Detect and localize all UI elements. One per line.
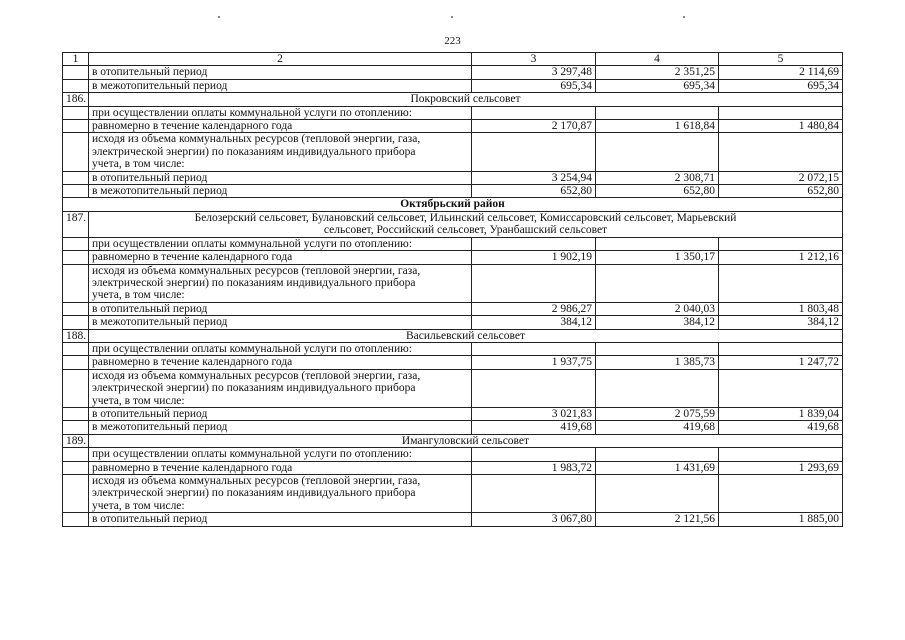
value-col-5: 2 072,15	[719, 171, 843, 184]
value-col-3: 3 254,94	[472, 171, 596, 184]
empty-cell	[719, 264, 843, 302]
empty-cell	[719, 448, 843, 461]
row-label: равномерно в течение календарного года	[89, 356, 472, 369]
value-col-3: 695,34	[472, 79, 596, 92]
empty-cell	[596, 133, 719, 171]
value-col-5: 1 247,72	[719, 356, 843, 369]
empty-cell	[596, 369, 719, 407]
row-index	[63, 264, 89, 302]
table-row	[63, 461, 843, 474]
empty-cell	[596, 106, 719, 119]
value-col-4: 2 121,56	[596, 513, 719, 526]
value-col-5: 2 114,69	[719, 66, 843, 79]
scan-dot	[683, 16, 685, 18]
value-col-5: 652,80	[719, 185, 843, 198]
value-col-5: 1 885,00	[719, 513, 843, 526]
row-index	[63, 237, 89, 250]
row-index	[63, 185, 89, 198]
row-index	[63, 448, 89, 461]
table-row	[63, 302, 843, 315]
row-index	[63, 407, 89, 420]
value-col-5: 1 480,84	[719, 120, 843, 133]
empty-cell	[472, 342, 596, 355]
header-col-1: 1	[63, 53, 89, 66]
row-label: равномерно в течение календарного года	[89, 120, 472, 133]
table-row	[63, 369, 843, 407]
empty-cell	[472, 475, 596, 513]
district-heading: Октябрьский район	[63, 198, 843, 211]
empty-cell	[472, 237, 596, 250]
empty-cell	[472, 448, 596, 461]
row-label: при осуществлении оплаты коммунальной услуги по отоплению:	[89, 106, 472, 119]
row-index	[63, 421, 89, 434]
empty-cell	[596, 237, 719, 250]
value-col-5: 384,12	[719, 316, 843, 329]
row-index	[63, 120, 89, 133]
table-row	[63, 106, 843, 119]
table-row	[63, 237, 843, 250]
settlement-name: Имангуловский сельсовет	[89, 434, 843, 447]
table-row	[63, 211, 843, 237]
settlement-name: Васильевский сельсовет	[89, 329, 843, 342]
tariff-table	[62, 52, 843, 527]
empty-cell	[596, 475, 719, 513]
value-col-3: 1 937,75	[472, 356, 596, 369]
settlement-name: Покровский сельсовет	[89, 93, 843, 106]
value-col-4: 652,80	[596, 185, 719, 198]
row-index: 187.	[63, 211, 89, 237]
value-col-5: 1 803,48	[719, 302, 843, 315]
empty-cell	[472, 369, 596, 407]
table-row	[63, 316, 843, 329]
value-col-4: 419,68	[596, 421, 719, 434]
empty-cell	[719, 475, 843, 513]
value-col-4: 2 351,25	[596, 66, 719, 79]
row-index	[63, 133, 89, 171]
empty-cell	[472, 106, 596, 119]
header-col-2: 2	[89, 53, 472, 66]
row-label: в межотопительный период	[89, 421, 472, 434]
value-col-3: 384,12	[472, 316, 596, 329]
value-col-3: 419,68	[472, 421, 596, 434]
table-row	[63, 264, 843, 302]
page-number: 223	[444, 35, 461, 47]
row-index	[63, 79, 89, 92]
row-index	[63, 369, 89, 407]
empty-cell	[472, 133, 596, 171]
settlement-name: Белозерский сельсовет, Булановский сельсовет, Ильинский сельсовет, Комиссаровский сельсовет, Марьевский сельсовет, Российский сельсовет, Уранбашский сельсовет	[89, 211, 843, 237]
row-index	[63, 251, 89, 264]
header-col-3: 3	[472, 53, 596, 66]
row-label: в отопительный период	[89, 171, 472, 184]
row-index: 186.	[63, 93, 89, 106]
row-label: при осуществлении оплаты коммунальной услуги по отоплению:	[89, 342, 472, 355]
value-col-4: 1 618,84	[596, 120, 719, 133]
row-label: в межотопительный период	[89, 185, 472, 198]
value-col-3: 2 986,27	[472, 302, 596, 315]
row-label: исходя из объема коммунальных ресурсов (тепловой энергии, газа, электрической энергии) по показаниям индивидуального прибора учета, в том числе:	[89, 369, 472, 407]
table-row	[63, 120, 843, 133]
row-index: 188.	[63, 329, 89, 342]
value-col-4: 2 308,71	[596, 171, 719, 184]
value-col-4: 384,12	[596, 316, 719, 329]
empty-cell	[719, 342, 843, 355]
empty-cell	[596, 342, 719, 355]
empty-cell	[719, 133, 843, 171]
table-row	[63, 133, 843, 171]
table-row	[63, 251, 843, 264]
value-col-5: 1 212,16	[719, 251, 843, 264]
scan-dot	[218, 16, 220, 18]
row-index	[63, 475, 89, 513]
row-index	[63, 513, 89, 526]
row-label: исходя из объема коммунальных ресурсов (тепловой энергии, газа, электрической энергии) по показаниям индивидуального прибора учета, в том числе:	[89, 475, 472, 513]
value-col-3: 3 021,83	[472, 407, 596, 420]
row-index	[63, 106, 89, 119]
table-row	[63, 407, 843, 420]
value-col-5: 1 293,69	[719, 461, 843, 474]
row-label: равномерно в течение календарного года	[89, 251, 472, 264]
value-col-3: 3 297,48	[472, 66, 596, 79]
value-col-4: 695,34	[596, 79, 719, 92]
row-index	[63, 316, 89, 329]
row-label: при осуществлении оплаты коммунальной услуги по отоплению:	[89, 237, 472, 250]
empty-cell	[719, 106, 843, 119]
empty-cell	[596, 264, 719, 302]
header-col-5: 5	[719, 53, 843, 66]
table-row	[63, 434, 843, 447]
value-col-5: 695,34	[719, 79, 843, 92]
header-col-4: 4	[596, 53, 719, 66]
value-col-5: 419,68	[719, 421, 843, 434]
row-index: 189.	[63, 434, 89, 447]
row-label: исходя из объема коммунальных ресурсов (тепловой энергии, газа, электрической энергии) по показаниям индивидуального прибора учета, в том числе:	[89, 264, 472, 302]
table-row	[63, 171, 843, 184]
row-label: исходя из объема коммунальных ресурсов (тепловой энергии, газа, электрической энергии) по показаниям индивидуального прибора учета, в том числе:	[89, 133, 472, 171]
row-index	[63, 171, 89, 184]
table-body	[63, 66, 843, 526]
empty-cell	[596, 448, 719, 461]
empty-cell	[719, 237, 843, 250]
value-col-4: 1 350,17	[596, 251, 719, 264]
table-row	[63, 329, 843, 342]
row-index	[63, 302, 89, 315]
value-col-3: 2 170,87	[472, 120, 596, 133]
row-label: в отопительный период	[89, 302, 472, 315]
empty-cell	[719, 369, 843, 407]
row-label: в межотопительный период	[89, 79, 472, 92]
table-row	[63, 475, 843, 513]
table-row	[63, 79, 843, 92]
value-col-5: 1 839,04	[719, 407, 843, 420]
scan-dot	[451, 16, 453, 18]
table-row	[63, 198, 843, 211]
table-row	[63, 421, 843, 434]
header-row	[63, 53, 843, 66]
value-col-4: 1 385,73	[596, 356, 719, 369]
value-col-4: 2 040,03	[596, 302, 719, 315]
row-index	[63, 342, 89, 355]
value-col-4: 2 075,59	[596, 407, 719, 420]
row-label: в отопительный период	[89, 66, 472, 79]
row-index	[63, 461, 89, 474]
row-label: в отопительный период	[89, 513, 472, 526]
value-col-3: 1 983,72	[472, 461, 596, 474]
table-row	[63, 93, 843, 106]
row-label: при осуществлении оплаты коммунальной услуги по отоплению:	[89, 448, 472, 461]
table-row	[63, 356, 843, 369]
row-label: равномерно в течение календарного года	[89, 461, 472, 474]
row-index	[63, 356, 89, 369]
value-col-3: 652,80	[472, 185, 596, 198]
row-label: в отопительный период	[89, 407, 472, 420]
row-label: в межотопительный период	[89, 316, 472, 329]
table-row	[63, 185, 843, 198]
value-col-4: 1 431,69	[596, 461, 719, 474]
table-row	[63, 342, 843, 355]
table-row	[63, 66, 843, 79]
table-row	[63, 513, 843, 526]
value-col-3: 1 902,19	[472, 251, 596, 264]
row-index	[63, 66, 89, 79]
value-col-3: 3 067,80	[472, 513, 596, 526]
empty-cell	[472, 264, 596, 302]
table-row	[63, 448, 843, 461]
